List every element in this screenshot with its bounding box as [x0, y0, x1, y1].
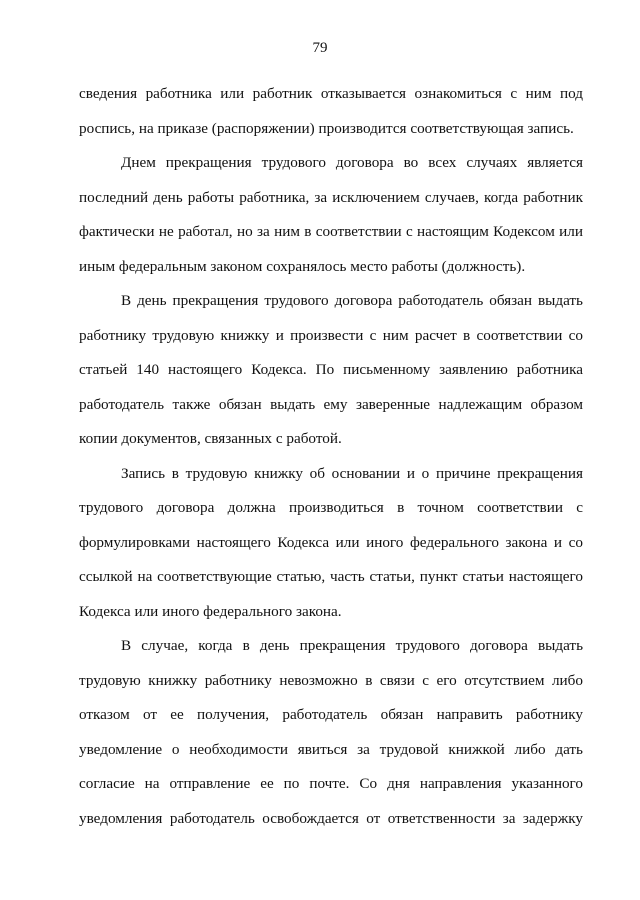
text-line: последний день работы работника, за исключением случаев, когда работник	[79, 188, 583, 206]
text-line: ссылкой на соответствующие статью, часть статьи, пункт статьи настоящего	[79, 568, 583, 585]
text-line: согласие на отправление ее по почте. Со дня направления указанного	[79, 775, 583, 792]
text-line: уведомления работодатель освобождается от ответственности за задержку	[79, 809, 583, 827]
text-line: статьей 140 настоящего Кодекса. По письменному заявлению работника	[79, 361, 583, 378]
text-line: сведения работника или работник отказывается ознакомиться с ним под	[79, 85, 583, 102]
text-line: иным федеральным законом сохранялось место работы (должность).	[79, 257, 526, 275]
text-line: работодатель также обязан выдать ему заверенные надлежащим образом	[79, 395, 583, 413]
text-line: формулировками настоящего Кодекса или иного федерального закона и со	[79, 533, 583, 551]
text-line: уведомление о необходимости явиться за трудовой книжкой либо дать	[79, 740, 583, 758]
paragraph-2	[79, 153, 583, 291]
text-line: работнику трудовую книжку и произвести с ним расчет в соответствии со	[79, 326, 583, 344]
text-line: трудового договора должна производиться в точном соответствии с	[79, 499, 583, 516]
text-line: В случае, когда в день прекращения трудового договора выдать	[121, 637, 583, 654]
paragraph-4	[79, 464, 583, 637]
paragraph-3	[79, 291, 583, 464]
text-line: В день прекращения трудового договора работодатель обязан выдать	[121, 292, 583, 309]
paragraph-5	[79, 636, 583, 843]
text-line: фактически не работал, но за ним в соответствии с настоящим Кодексом или	[79, 223, 583, 240]
text-line: трудовую книжку работнику невозможно в связи с его отсутствием либо	[79, 671, 583, 689]
text-line: Кодекса или иного федерального закона.	[79, 602, 342, 620]
body-text	[79, 84, 583, 843]
text-line: копии документов, связанных с работой.	[79, 430, 342, 447]
paragraph-1	[79, 84, 583, 153]
page-number: 79	[312, 40, 328, 56]
text-line: роспись, на приказе (распоряжении) производится соответствующая запись.	[79, 119, 574, 137]
text-line: отказом от ее получения, работодатель обязан направить работнику	[79, 706, 583, 723]
text-line: Запись в трудовую книжку об основании и о причине прекращения	[121, 464, 583, 482]
text-line: Днем прекращения трудового договора во всех случаях является	[121, 154, 583, 171]
